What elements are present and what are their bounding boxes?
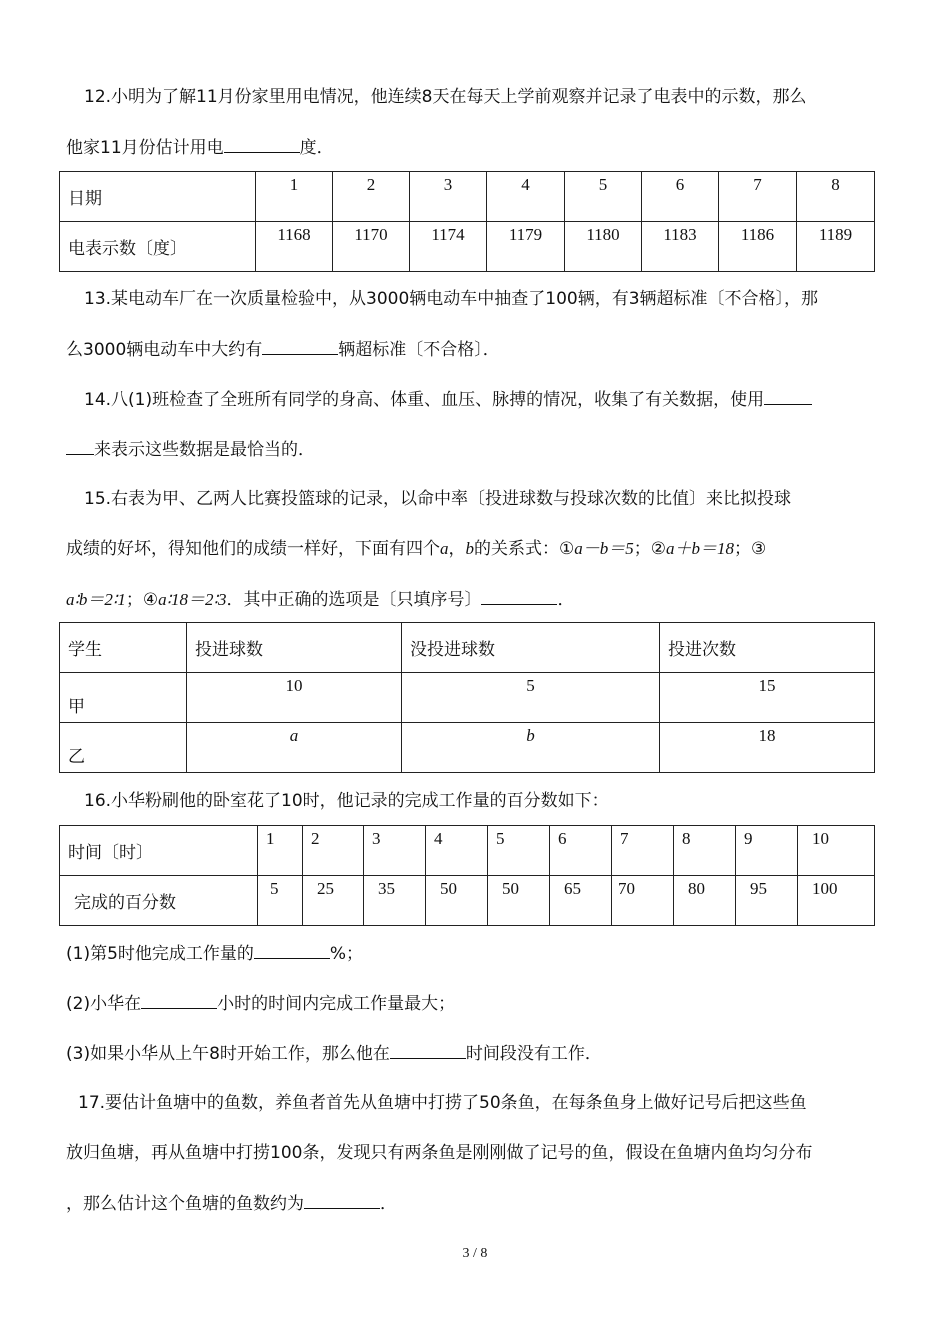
q17-line3-end: ． [380, 1194, 397, 1214]
percent-cell: 5 [258, 876, 303, 926]
header-student: 学生 [60, 623, 187, 673]
relation-1: a－b＝5 [574, 539, 634, 558]
q16-sub3-blank[interactable] [390, 1040, 466, 1059]
reading-cell: 1179 [487, 222, 565, 272]
time-cell: 1 [258, 826, 303, 876]
q13-line1: 13.某电动车厂在一次质量检验中，从3000辆电动车中抽查了100辆，有3辆超标准〔不合格〕，那 [84, 289, 819, 309]
reading-cell: 1189 [797, 222, 875, 272]
reading-cell: 1170 [333, 222, 410, 272]
q17-line3-text: ，那么估计这个鱼塘的鱼数约为 [66, 1194, 304, 1214]
date-cell: 1 [256, 172, 333, 222]
time-row [60, 826, 875, 876]
relation-3: a∶b＝2∶1 [66, 590, 126, 609]
q15-line3-end: ． [557, 590, 575, 610]
reading-cell: 1183 [642, 222, 719, 272]
q17-line1: 17.要估计鱼塘中的鱼数，养鱼者首先从鱼塘中打捞了50条鱼，在每条鱼身上做好记号后把这些鱼 [78, 1093, 807, 1113]
work-progress-table [59, 825, 875, 926]
reading-row [60, 222, 875, 272]
q16-sub1-blank[interactable] [254, 940, 330, 959]
q15-line3 [66, 586, 574, 613]
header-made: 投进球数 [187, 623, 402, 673]
date-label: 日期 [60, 172, 256, 222]
page-number: 3 / 8 [462, 1246, 488, 1261]
time-cell: 2 [303, 826, 364, 876]
q15-line2-mid: 的关系式：① [474, 539, 575, 559]
table-row [60, 723, 875, 773]
time-cell: 10 [798, 826, 875, 876]
q17-line2: 放归鱼塘，再从鱼塘中打捞100条，发现只有两条鱼是刚刚做了记号的鱼，假设在鱼塘内鱼均匀分布 [66, 1143, 813, 1163]
header-total: 投进次数 [660, 623, 875, 673]
q16-line1: 16.小华粉刷他的卧室花了10时，他记录的完成工作量的百分数如下： [84, 791, 609, 811]
relation-4: a∶18＝2∶3 [158, 590, 227, 609]
q15-line1: 15.右表为甲、乙两人比赛投篮球的记录，以命中率〔投进球数与投球次数的比值〕来比拟投球 [84, 489, 792, 509]
date-cell: 8 [797, 172, 875, 222]
percent-cell: 100 [798, 876, 875, 926]
q16-sub2 [66, 990, 455, 1017]
reading-label: 电表示数〔度〕 [60, 222, 256, 272]
q16-sub1-end: %； [329, 944, 364, 964]
percent-cell: 35 [364, 876, 426, 926]
q12-line2 [66, 134, 334, 161]
percent-cell: 25 [303, 876, 364, 926]
time-cell: 8 [674, 826, 736, 876]
percent-cell: 65 [550, 876, 612, 926]
missed-cell: b [402, 723, 660, 773]
q16-sub2-end: 小时的时间内完成工作量最大； [217, 994, 456, 1014]
date-cell: 6 [642, 172, 719, 222]
missed-cell: 5 [402, 673, 660, 723]
percent-cell: 80 [674, 876, 736, 926]
time-label: 时间〔时〕 [60, 826, 258, 876]
reading-cell: 1180 [565, 222, 642, 272]
q16-sub3-text: (3)如果小华从上午8时开始工作，那么他在 [66, 1044, 390, 1064]
percent-cell: 50 [488, 876, 550, 926]
made-cell: a [187, 723, 402, 773]
q15-line2 [66, 536, 766, 562]
date-cell: 2 [333, 172, 410, 222]
percent-cell: 70 [612, 876, 674, 926]
reading-cell: 1168 [256, 222, 333, 272]
q13-line2-text: 么3000辆电动车中大约有 [66, 340, 263, 360]
q14-line1-text: 14.八(1)班检查了全班所有同学的身高、体重、血压、脉搏的情况，收集了有关数据，使用 [84, 390, 765, 410]
percent-row [60, 876, 875, 926]
q16-sub3 [66, 1040, 602, 1067]
q17-line3 [66, 1190, 397, 1217]
time-cell: 4 [426, 826, 488, 876]
q14-line2 [66, 436, 315, 463]
percent-cell: 50 [426, 876, 488, 926]
q14-answer-blank-part1[interactable] [764, 386, 812, 405]
electricity-table [59, 171, 875, 272]
q16-sub1-text: (1)第5时他完成工作量的 [66, 944, 254, 964]
q15-line3-text: ．其中正确的选项是〔只填序号〕 [226, 590, 482, 610]
date-cell: 5 [565, 172, 642, 222]
header-row [60, 623, 875, 673]
q14-line1 [84, 386, 812, 413]
sep-1: ；② [633, 539, 666, 559]
date-cell: 4 [487, 172, 565, 222]
time-cell: 9 [736, 826, 798, 876]
total-cell: 18 [660, 723, 875, 773]
q15-answer-blank[interactable] [481, 586, 557, 605]
q12-line2-text: 他家11月份估计用电 [66, 138, 224, 158]
q12-line2-end: 度． [299, 138, 334, 158]
time-cell: 5 [488, 826, 550, 876]
q12-answer-blank[interactable] [224, 134, 300, 153]
table-row [60, 673, 875, 723]
q15-line2-text: 成绩的好坏，得知他们的成绩一样好，下面有四个 [66, 539, 440, 559]
relation-2: a＋b＝18 [666, 539, 734, 558]
q13-line2 [66, 336, 500, 363]
q14-answer-blank-part2[interactable] [66, 436, 94, 455]
total-cell: 15 [660, 673, 875, 723]
q13-line2-end: 辆超标准〔不合格〕． [338, 340, 500, 360]
sep-3: ；④ [125, 590, 159, 610]
time-cell: 3 [364, 826, 426, 876]
q13-answer-blank[interactable] [262, 336, 338, 355]
reading-cell: 1174 [410, 222, 487, 272]
made-cell: 10 [187, 673, 402, 723]
q14-line2-text: 来表示这些数据是最恰当的． [94, 440, 315, 460]
q12-line1: 12.小明为了解11月份家里用电情况，他连续8天在每天上学前观察并记录了电表中的示数，那么 [84, 87, 807, 107]
header-missed: 没投进球数 [402, 623, 660, 673]
student-cell: 甲 [60, 673, 187, 723]
reading-cell: 1186 [719, 222, 797, 272]
percent-label: 完成的百分数 [60, 876, 258, 926]
q16-sub2-blank[interactable] [141, 990, 217, 1009]
q16-sub3-end: 时间段没有工作． [465, 1044, 602, 1064]
sep-2: ；③ [734, 539, 767, 559]
student-cell: 乙 [60, 723, 187, 773]
q16-sub2-text: (2)小华在 [66, 994, 142, 1014]
var-a: a [440, 539, 449, 558]
date-row [60, 172, 875, 222]
var-b: b [465, 539, 474, 558]
time-cell: 6 [550, 826, 612, 876]
time-cell: 7 [612, 826, 674, 876]
q17-answer-blank[interactable] [304, 1190, 380, 1209]
comma: ， [448, 539, 466, 559]
date-cell: 3 [410, 172, 487, 222]
percent-cell: 95 [736, 876, 798, 926]
basketball-table [59, 622, 875, 773]
q16-sub1 [66, 940, 363, 967]
date-cell: 7 [719, 172, 797, 222]
